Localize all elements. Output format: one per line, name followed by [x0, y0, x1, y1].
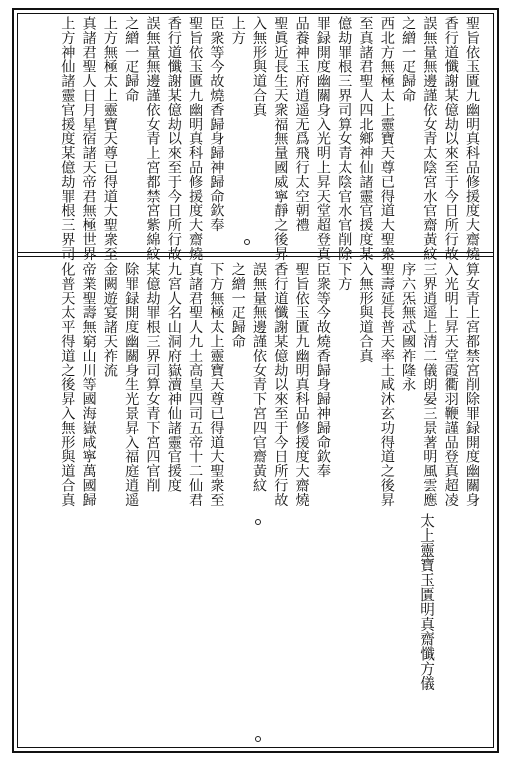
- upper-column-8: 罪録開度幽關身入光明上昇天堂超登真: [314, 16, 331, 261]
- upper-column-6: 至真諸君聖人四北鄉神仙諸靈官援度某: [357, 16, 374, 261]
- upper-column-9: 品養神玉府逍遥无爲飛行太空朝禮: [293, 16, 310, 232]
- lower-column-4: 序六炁無忒國祚隆永: [400, 262, 417, 392]
- upper-column-11: 入無形與道合真: [251, 16, 267, 117]
- lower-column-6: 入無形與道合真: [357, 262, 374, 363]
- lower-column-15: 九宮人名山洞府嶽瀆神仙諸靈官援度: [165, 262, 182, 493]
- lower-column-17: 除罪録開度幽關身生光景昇入福庭逍遥: [123, 262, 140, 507]
- page-circle-mark-lower: [255, 736, 261, 742]
- upper-column-12: 上方: [229, 16, 246, 45]
- upper-column-10: 聖眞近長生天衆福無量國威寧靜之後昇: [272, 16, 289, 261]
- upper-column-4: 之繒一疋歸命: [400, 16, 417, 103]
- upper-column-15: 香行道懺謝某億劫以來至于今日所行故: [165, 16, 182, 261]
- upper-column-14: 聖旨依玉匱九幽明真科品修援度大齋燒: [187, 16, 204, 261]
- upper-column-18: 上方無極太上靈寶天尊已得道大聖衆至: [101, 16, 118, 261]
- upper-column-1: 聖旨依玉匱九幽明真科品修援度大齋燒: [464, 16, 480, 261]
- lower-column-5: 聖壽延長普天率土咸沐玄功得道之後昇: [378, 262, 395, 507]
- upper-column-5: 西北方無極太上靈寶天尊已得道大聖衆: [378, 16, 395, 261]
- lower-column-8: 臣衆等今故燒香歸身歸神歸命欽奉: [314, 262, 331, 478]
- upper-column-16: 誤無量無邊謹依女青上宮都禁宮紫綿紋: [144, 16, 161, 261]
- lower-column-7: 下方: [336, 262, 353, 291]
- lower-column-11: 誤無量無邊謹依女青下宮四官齋黃紋: [251, 262, 267, 493]
- upper-column-13: 臣衆等今故燒香歸身歸神歸命欽奉: [208, 16, 225, 232]
- lower-column-13: 下方無極太上靈寶天尊已得道大聖衆至: [208, 262, 225, 507]
- lower-column-1: 算女青上宮都禁宮削除罪録開度幽關身: [464, 262, 480, 507]
- lower-column-14: 真諸君聖人九土高皇四司五帝十二仙君: [187, 262, 204, 507]
- page-circle-mark-middle: [255, 519, 261, 525]
- upper-column-3: 誤無量無邊謹依女青太陰宮水官齋黃紋: [421, 16, 438, 261]
- upper-column-19: 真諸君聖人日月星宿諸天帝君無極世界: [80, 16, 97, 261]
- lower-column-18: 金闕遊宴諸天祚流: [101, 262, 118, 378]
- lower-column-9: 聖旨依玉匱九幽明真科品修援度大齋燒: [293, 262, 310, 507]
- lower-column-2: 入光明上昇天堂霞衢羽鞭謹品登真超凌: [442, 262, 459, 507]
- scripture-title: 太上靈寶玉匱明真齋懺方儀: [418, 513, 435, 691]
- lower-column-16: 某億劫罪根三界司算女青下宮四官削: [144, 262, 161, 493]
- lower-column-10: 香行道懺謝某億劫以來至于今日所行故: [272, 262, 289, 507]
- upper-column-7: 億劫罪根三界司算女青太陰官水官削除: [336, 16, 353, 261]
- lower-column-12: 之繒一疋歸命: [229, 262, 246, 349]
- lower-column-19: 帝業聖壽無窮山川等國海嶽咸寧萬國歸: [80, 262, 97, 507]
- upper-column-17: 之繒一疋歸命: [123, 16, 140, 103]
- page-circle-mark-upper: [244, 239, 250, 245]
- upper-column-2: 香行道懺謝某億劫以來至于今日所行故: [442, 16, 459, 261]
- upper-column-20: 上方神仙諸靈官援度某億劫罪根三界司: [59, 16, 76, 261]
- lower-column-3: 三界逍遥上清二儀朗晏三景著明風雲應: [421, 262, 438, 507]
- lower-column-20: 化普天太平得道之後昇入無形與道合真: [59, 262, 76, 507]
